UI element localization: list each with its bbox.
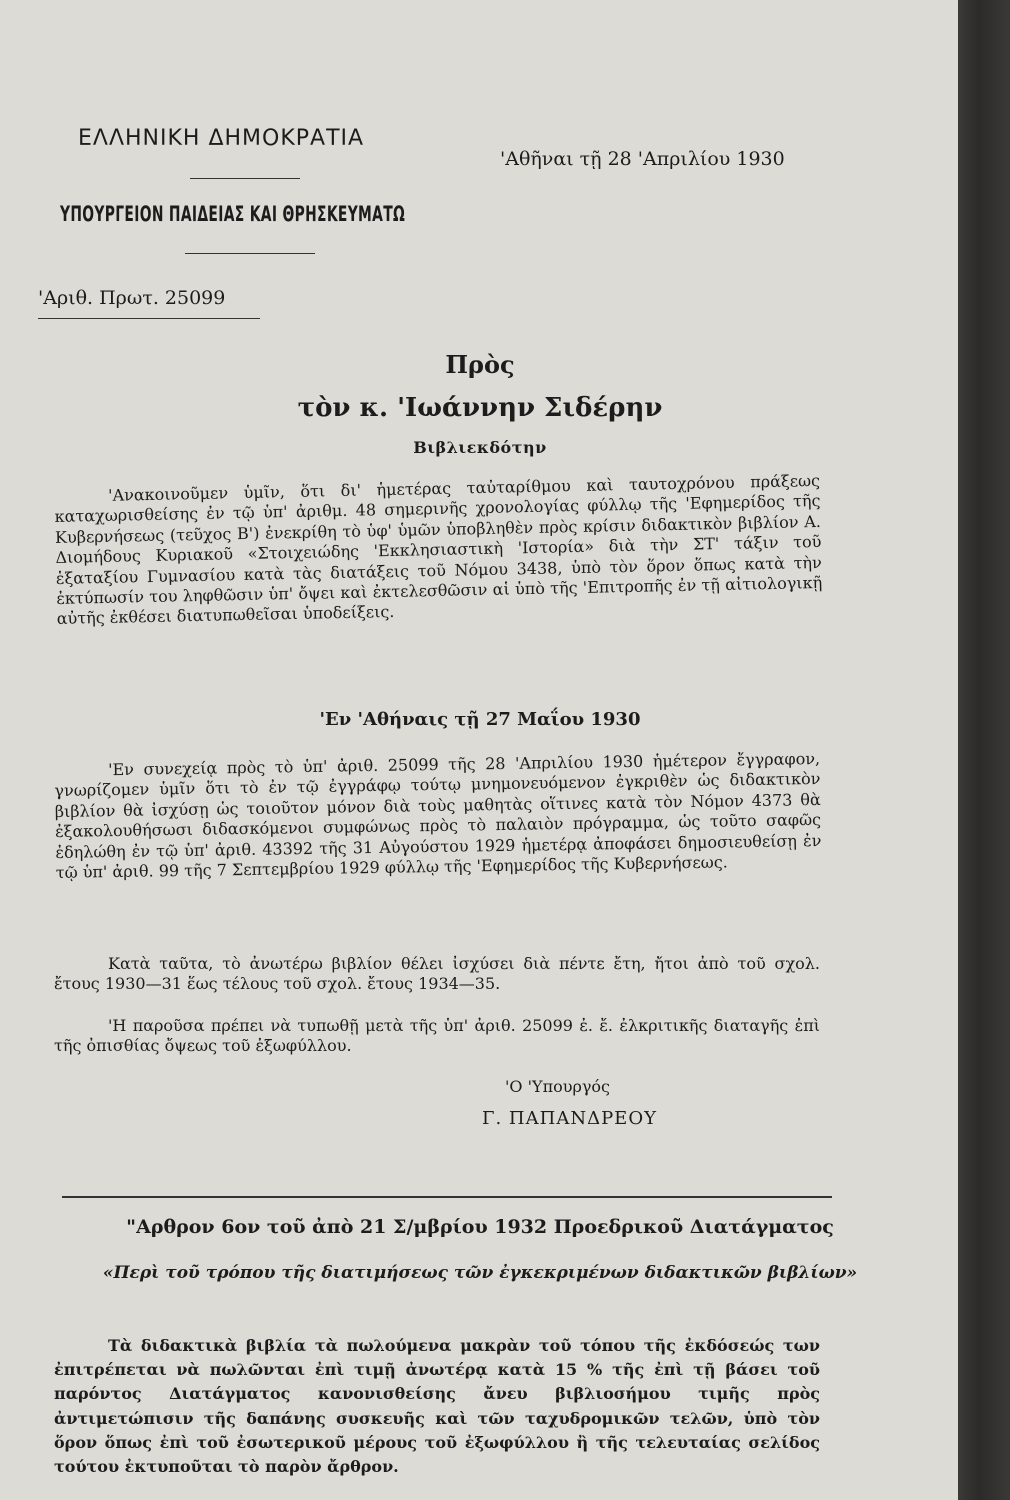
article-subtitle: «Περὶ τοῦ τρόπου τῆς διατιμήσεως τῶν ἐγκεκριμένων διδακτικῶν βιβλίων» xyxy=(102,1263,858,1283)
protocol-number: 'Αριθ. Πρωτ. 25099 xyxy=(38,287,226,309)
article-paragraph: Τὰ διδακτικὰ βιβλία τὰ πωλούμενα μακρὰν τοῦ τόπου τῆς ἐκδόσεώς των ἐπιτρέπεται νὰ πωλῶνται ἐπὶ τιμῇ ἀνωτέρᾳ κατὰ 15 % τῆς ἐπὶ τῇ βάσει τοῦ παρόντος Διατάγματος κανονισθείσης ἄνευ βιβλιοσήμου τιμῆς πρὸς ἀντιμετώπισιν τῆς δαπάνης συσκευῆς καὶ τῶν ταχυδρομικῶν τελῶν, ὑπὸ τὸν ὅρον ὅπως ἐπὶ τοῦ ἐσωτερικοῦ μέρους τοῦ ἐξωφύλλου ἢ τῆς τελευταίας σελίδος τούτου ἐκτυποῦται τὸ παρὸν ἄρθρον. xyxy=(54,1336,820,1477)
issuer-ministry: ΥΠΟΥΡΓΕΙΟΝ ΠΑΙΔΕΙΑΣ ΚΑΙ ΘΡΗΣΚΕΥΜΑΤΩ xyxy=(60,202,406,226)
body-paragraph-4: 'Η παροῦσα πρέπει νὰ τυπωθῇ μετὰ τῆς ὑπ' ἀριθ. 25099 ἐ. ἔ. ἐλκριτικῆς διαταγῆς ἐπὶ τῆς ὀπισθίας ὄψεως τοῦ ἐξωφύλλου. xyxy=(54,1016,820,1056)
binding-spine xyxy=(958,0,1010,1500)
recipient-to: Πρὸς xyxy=(445,350,515,379)
article-title: "Αρθρον 6ον τοῦ ἀπὸ 21 Σ/μβρίου 1932 Προεδρικοῦ Διατάγματος xyxy=(126,1216,834,1238)
recipient-role: Βιβλιεκδότην xyxy=(413,438,547,457)
body-paragraph-2: 'Εν συνεχείᾳ πρὸς τὸ ὑπ' ἀριθ. 25099 τῆς 28 'Απριλίου 1930 ἡμέτερον ἔγγραφον, γνωρίζομεν ὑμῖν ὅτι τὸ ἐν τῷ ἐγγράφῳ τούτῳ μνημονευόμενον ἐγκριθὲν ὡς διδακτικὸν βιβλίον θὰ ἰσχύσῃ ὡς τοιοῦτον μόνον διὰ τοὺς μαθητὰς οἵτινες κατὰ τὸν Νόμον 4373 θὰ ἐξακολουθήσωσι διδασκόμενοι συμφώνως πρὸς τὸ παλαιὸν πρόγραμμα, ὡς τοῦτο σαφῶς ἐδηλώθη ἐν τῷ ὑπ' ἀριθ. 43392 τῆς 31 Αὐγούστου 1929 ἡμετέρᾳ ἀποφάσει δημοσιευθείσῃ ἐν τῷ ὑπ' ἀριθ. 99 τῆς 7 Σεπτεμβρίου 1929 φύλλῳ τῆς 'Εφημερίδος τῆς Κυβερνήσεως. xyxy=(54,748,822,883)
body-paragraph-1: 'Ανακοινοῦμεν ὑμῖν, ὅτι δι' ἡμετέρας ταὐταρίθμου καὶ ταυτοχρόνου πράξεως καταχωρισθείσης ἐν τῷ ὑπ' ἀριθμ. 48 σημερινῆς χρονολογίας φύλλῳ τῆς 'Εφημερίδος τῆς Κυβερνήσεως (τεῦχος Β') ἐνεκρίθη τὸ ὑφ' ὑμῶν ὑποβληθὲν πρὸς κρίσιν διδακτικὸν βιβλίον Α. Διομήδους Κυριακοῦ «Στοιχειώδης 'Εκκλησιαστικὴ 'Ιστορία» διὰ τὴν ΣΤ' τάξιν τοῦ ἑξαταξίου Γυμνασίου κατὰ τὰς διατάξεις τοῦ Νόμου 3438, ὑπὸ τὸν ὅρον ὅπως κατὰ τὴν ἐκτύπωσίν του ληφθῶσιν ὑπ' ὄψει καὶ ἐκτελεσθῶσιν αἱ ὑπὸ τῆς 'Επιτροπῆς ἐν τῇ αἰτιολογικῇ αὐτῆς ἐκθέσει διατυπωθεῖσαι ὑποδείξεις. xyxy=(54,470,823,629)
section-divider xyxy=(62,1196,832,1198)
signatory-role: 'Ο 'Υπουργός xyxy=(505,1077,610,1096)
header-rule-1 xyxy=(190,178,300,179)
body-paragraph-3: Κατὰ ταῦτα, τὸ ἀνωτέρω βιβλίον θέλει ἰσχύσει διὰ πέντε ἔτη, ἤτοι ἀπὸ τοῦ σχολ. ἔτους 1930—31 ἕως τέλους τοῦ σχολ. ἔτους 1934—35. xyxy=(54,954,820,994)
recipient-name: τὸν κ. 'Ιωάννην Σιδέρην xyxy=(297,393,663,423)
date-heading: 'Εν 'Αθήναις τῇ 27 Μαΐου 1930 xyxy=(319,709,641,730)
issuer-country: ΕΛΛΗΝΙΚΗ ΔΗΜΟΚΡΑΤΙΑ xyxy=(78,126,365,151)
protocol-underline xyxy=(38,318,260,319)
signatory-name: Γ. ΠΑΠΑΝΔΡΕΟΥ xyxy=(482,1108,657,1129)
header-rule-2 xyxy=(185,253,315,254)
letter-date: 'Αθῆναι τῇ 28 'Απριλίου 1930 xyxy=(500,148,785,170)
